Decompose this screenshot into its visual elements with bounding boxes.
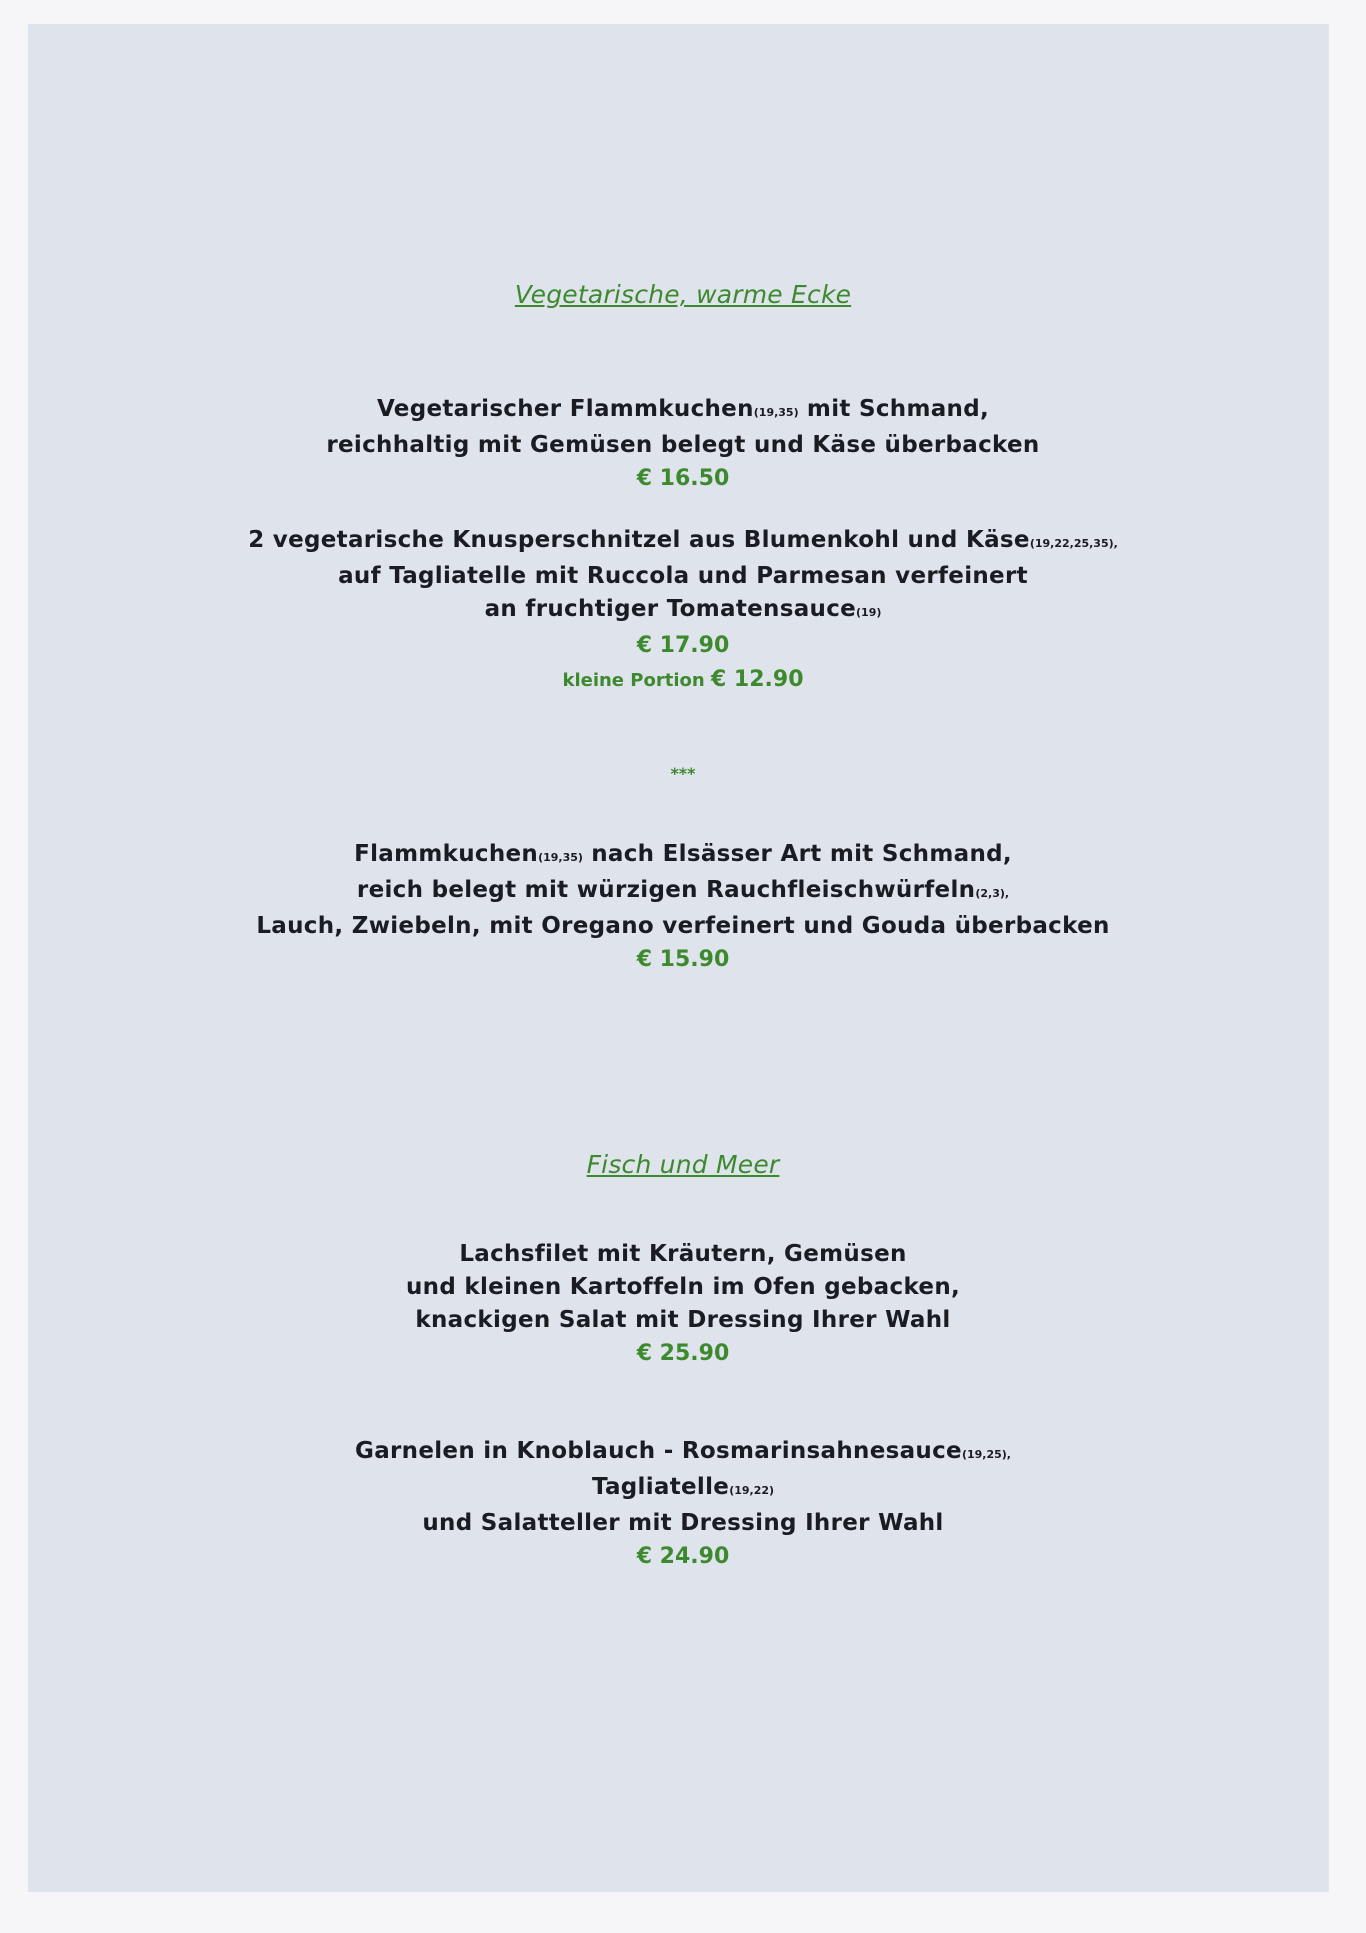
item-line: und kleinen Kartoffeln im Ofen gebacken,: [405, 1274, 961, 1300]
section-heading-vegetarian: Vegetarische, warme Ecke: [514, 280, 852, 309]
item-line: knackigen Salat mit Dressing Ihrer Wahl: [415, 1307, 951, 1333]
menu-item-knusperschnitzel: [0, 524, 1366, 699]
item-price: € 17.90: [636, 633, 730, 658]
item-line: Lachsfilet mit Kräutern, Gemüsen: [459, 1241, 907, 1267]
section-heading-fish: Fisch und Meer: [586, 1150, 780, 1179]
item-line: auf Tagliatelle mit Ruccola und Parmesan verfeinert: [338, 563, 1028, 589]
menu-item-vegetarian-flammkuchen: [0, 393, 1366, 495]
item-price: € 25.90: [636, 1341, 730, 1366]
separator: ***: [670, 764, 696, 783]
item-price: € 15.90: [636, 947, 730, 972]
item-line: Vegetarischer Flammkuchen(19,35) mit Schmand,: [376, 396, 990, 422]
item-line: reichhaltig mit Gemüsen belegt und Käse überbacken: [326, 432, 1040, 458]
item-price: € 16.50: [636, 466, 730, 491]
item-line: und Salatteller mit Dressing Ihrer Wahl: [422, 1510, 944, 1536]
menu-item-lachsfilet: [0, 1238, 1366, 1370]
item-line: Tagliatelle(19,22): [591, 1474, 775, 1500]
item-line: reich belegt mit würzigen Rauchfleischwürfeln(2,3),: [356, 877, 1010, 903]
menu-item-flammkuchen-elsass: [0, 838, 1366, 976]
item-line: Flammkuchen(19,35) nach Elsässer Art mit Schmand,: [354, 841, 1012, 867]
menu-item-garnelen: [0, 1435, 1366, 1573]
small-portion-price: kleine Portion € 12.90: [562, 667, 804, 692]
item-line: 2 vegetarische Knusperschnitzel aus Blumenkohl und Käse(19,22,25,35),: [248, 527, 1118, 553]
item-price: € 24.90: [636, 1544, 730, 1569]
item-line: Garnelen in Knoblauch - Rosmarinsahnesauce(19,25),: [355, 1438, 1011, 1464]
item-line: an fruchtiger Tomatensauce(19): [484, 596, 882, 622]
item-line: Lauch, Zwiebeln, mit Oregano verfeinert und Gouda überbacken: [256, 913, 1110, 939]
